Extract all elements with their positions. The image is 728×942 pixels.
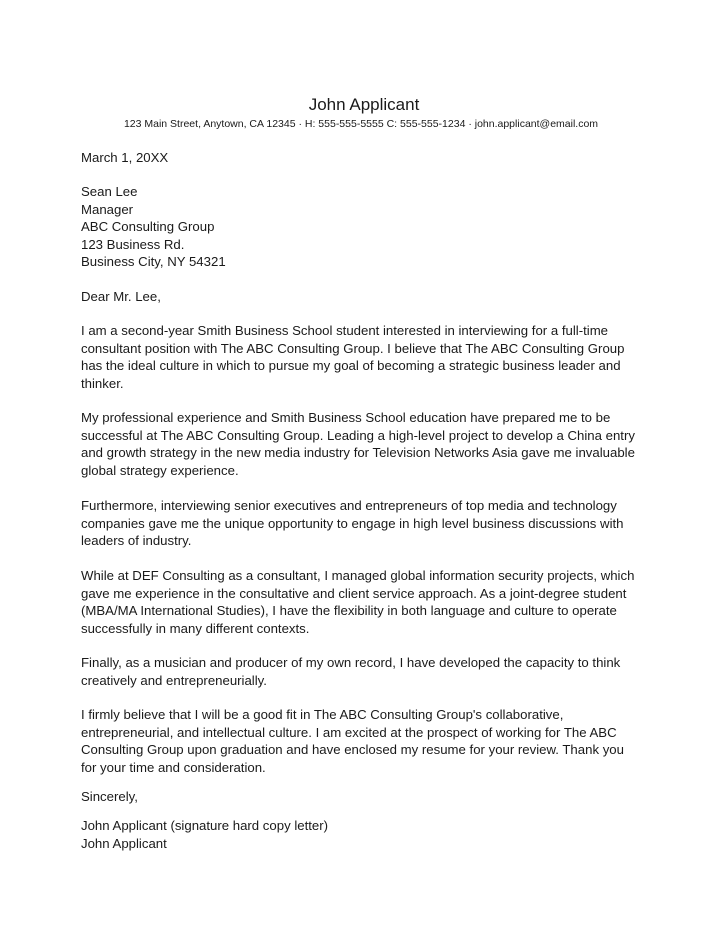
salutation: Dear Mr. Lee, [81,289,161,304]
paragraph-line: successfully in many different contexts. [81,620,310,636]
paragraph-line: companies gave me the unique opportunity to engage in high level business discussions with [81,515,624,531]
paragraph-line: and growth strategy in the new media industry for Television Networks Asia gave me invaluable [81,445,635,460]
paragraph-line: has the ideal culture in which to pursue my goal of becoming a strategic business leader and [81,358,621,373]
paragraph-line: My professional experience and Smith Business School education have prepared me to be [81,410,611,425]
recipient-title: Manager [81,201,134,217]
paragraph-line: for your time and consideration. [81,759,266,775]
recipient-address-block [81,183,646,271]
recipient-street: 123 Business Rd. [81,236,185,252]
paragraph-line: gave me experience in the consultative and client service approach. As a joint-degree student [81,585,627,601]
paragraph-line: consultant position with The ABC Consulting Group. I believe that The ABC Consulting Group [81,340,625,356]
paragraph-line: Furthermore, interviewing senior executives and entrepreneurs of top media and technology [81,498,617,513]
body-paragraph-5 [81,654,646,689]
paragraph-line: (MBA/MA International Studies), I have the flexibility in both language and culture to operate [81,603,617,618]
body-paragraph-1 [81,322,646,392]
paragraph-line: creatively and entrepreneurially. [81,672,267,688]
paragraph-line: While at DEF Consulting as a consultant, I managed global information security projects, which [81,568,635,583]
paragraph-line: leaders of industry. [81,533,192,548]
sender-contact-line: 123 Main Street, Anytown, CA 12345 · H: 555-555-5555 C: 555-555-1234 · john.applicant@email.com [123,118,599,130]
recipient-name: Sean Lee [81,184,138,199]
body-paragraph-2 [81,409,646,479]
paragraph-line: global strategy experience. [81,462,239,478]
body-paragraph-6 [81,706,646,776]
signature-block [81,817,646,852]
signature-name: John Applicant [81,835,167,851]
signature-note: John Applicant (signature hard copy letter) [81,818,329,833]
paragraph-line: I am a second-year Smith Business School student interested in interviewing for a full-time [81,323,609,338]
paragraph-line: successful at The ABC Consulting Group. Leading a high-level project to develop a China entry [81,427,635,443]
letter-date: March 1, 20XX [81,150,169,165]
paragraph-line: Consulting Group upon graduation and have enclosed my resume for your review. Thank you [81,742,624,757]
recipient-company: ABC Consulting Group [81,219,215,234]
body-paragraph-3 [81,497,646,550]
recipient-city: Business City, NY 54321 [81,254,226,269]
body-paragraph-4 [81,567,646,637]
paragraph-line: thinker. [81,375,124,391]
sender-name: John Applicant [308,95,420,114]
paragraph-line: I firmly believe that I will be a good fit in The ABC Consulting Group's collaborative, [81,707,564,722]
paragraph-line: entrepreneurial, and intellectual culture. I am excited at the prospect of working for The ABC [81,724,617,740]
paragraph-line: Finally, as a musician and producer of my own record, I have developed the capacity to think [81,655,621,670]
closing: Sincerely, [81,789,138,804]
